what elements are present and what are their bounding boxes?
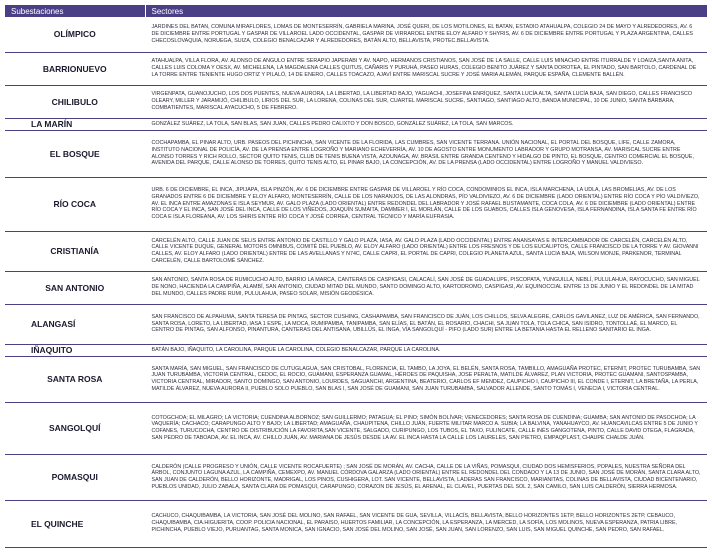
table-header-row (5, 5, 707, 17)
substation-name: POMASQUI (5, 454, 145, 500)
substation-sectors: SAN FRANCISCO DE ALPAHUMA, SANTA TERESA DE PINTAG, SECTOR CUSHING, CASHAPAMBA, SAN FRANCISCO DE JUÁN, LOS CHILLOS, SELVA ALEGRE, CARLOS GAVILANEZ, LUZ DE AMÉRICA, SAN FERNANDO, SANTA ROSA, LORETO, LA LIBERTAD, IASA 1 ESPE, LA MOCA, RUMIPAMBA, TANIPAMBA, SAN ELÍAS, EL BATÁN, EL ROSARIO, CHACHI, SA JUAN TOLA, TOLA CHICA, SAN ISIDRO, TONTOLLAÉ, EL MARCO, EL CENTRO DE PINTAG, SAN ALFONSO, PINANTURA, CANTERAS DEL ANTISANA, UBILLÚS, EL INGA, VÍA SANGOLQUÍ - PIFO (LADO SUR) ENTRE LA BETANIA HASTA EL RELLENO SANITARIO EL INGA. (145, 304, 707, 344)
substation-sectors: VIRGENPATA, GUANOJUCHO, LOS DOS PUENTES, NUEVA AURORA, LA LIBERTAD, LA LIBERTAD BAJO, YAGUACHI, JOSEFINA ENRÍQUEZ, SANTA LUCÍA ALTA, SANTA LUCÍA BAJA, SAN DIEGO, CALLES FRANCISCO OLEARY, MILLER Y JARAMIJÓ, CHILIBULO, LIRIOS DEL SUR, LA LORENA, COLINAS DEL SUR, CUARTEL MARISCAL SUCRE, SANTIAGO, SANTIAGO ALTO, BANDA MUNICIPAL, 10 DE JUNIO, SANTA BÁRBARA, COMBATIENTES, MARISCAL AYACUCHO, 5 DE FEBRERO. (145, 85, 707, 118)
substation-name: SANGOLQUÍ (5, 402, 145, 454)
header-substation: Subestaciones (5, 5, 145, 17)
substation-sectors: CARCELÉN ALTO, CALLE JUAN DE SELIS ENTRE ANTONIO DE CASTILLO Y GALO PLAZA, IASA, AV. GALO PLAZA (LADO OCCIDENTAL) ENTRE ANANSAYAS E INTERCAMBIADOR DE CARCELÉN, CARCELÉN ALTO, CALLE VICENTE DUQUE, GENERAL MOTORS OMNIBUS, COMITÉ DEL PUEBLO, AV. ELOY ALFARO (LADO ORIENTAL) ENTRE LOS FRESNOS Y DE LOS EUCALIPTOS, CALLE FRANCISCO DE LA TORRE Y AV. GIOVANNI CALLES, AV. ELOY ALFARO (LADO ORIENTAL) ENTRE DE LAS AVELLANAS Y N74C, CALLE CAPRI, EL PORTAL DE CAPRI, COLEGIO PLANETA AZUL, SANTA LUCIA BAJA, WILSON MONJE, PARKENOR, TERMINAL CARCELÉN, CALLE BARTOLOMÉ SÁNCHEZ. (145, 231, 707, 271)
table-row (5, 500, 707, 547)
substation-sectors: SAN ANTONIO, SANTA ROSA DE RUMICUCHO ALTO, BARRIO LA MARCA, CANTERAS DE CASPIGASI, CALACALÍ, SAN JOSÉ DE GUADALUPE, PISCOPATA, YUNGUILLA, NEBLÍ, PULULAHUA, RAYOCUCHO, SAN MIGUEL DE NONO, HACIENDA LA CAMPIÑA, ALAMBÍ, SAN ANTONIO, CIUDAD MITAD DEL MUNDO, SANTO DOMINGO ALTO, KARTODROMO, CASPIGASI, AV. EQUINOCCIAL ENTRE 13 DE JUNIO Y EL REDONDEL DE LA MITAD DEL MUNDO, CALLES PADRE RUMI, PULULAHUA, PASEO SOLAR, MISIÓN GEODÉSICA. (145, 271, 707, 304)
substation-sectors: ATAHUALPA, VILLA FLORA, AV. ALONSO DE ANGULO ENTRE SERAPIO JAPERABI Y AV. NAPO, HERMANOS CRISTIANOS, SAN JOSÉ DE LA SALLE, CALLE LUIS MINACHO ENTRE ITURRALDE Y LOAIZA,SANTA ANITA, CALLES LUIS COLOMA Y OESX, AV. MICHELENA, LA MAGDALENA CALLES QUITUS, CAÑARIS Y PURUHÁ, PASEO HURAS, COLEGIO BENITO JUÁREZ Y SANTA DOROTEA, EL PINTADO, SAN BARTOLO, CARDENAL DE LA TORRE ENTRE TENIENTE HUGO ORTIZ Y PILALÓ, 14 DE ENERO, CALLES TOACAZO, AJAVÍ ENTRE MARISCAL SUCRE Y JOSÉ MARIA ALEMÁN, PARQUE ESPAÑA, CLEMENTE BALLÉN. (145, 52, 707, 85)
substation-sectors: CACHUCO, CHAQUIBAMBA, LA VICTORIA, SAN JOSÉ DEL MOLINO, SAN RAFAEL, SAN VICENTE DE GUA, SEVILLA, VILLACÍS, BELLAVISTA, BELLO HORIZONTES 1ETP, BELLO HORIZONTES 2ETP, CEBAUCO, CHAQUIBAMBA, CIA.HIGUERITA, COOP. POLICIA NACIONAL, EL PARAISO, HUERTOS FAMILIAR, LA CONCEPCIÓN, LA ESPERANZA, LA MERCED, LA SOFÍA, LOS MOLINOS, NUEVA ESPERANZA, PATRIA LIBRE, PICHINCHA, PUEBLO VIEJO, PURUANTAG, SANTA MONICA, SAN IGNACIO, SAN JOSÉ DEL MOLINO, SAN JOSÉ, SAN JUAN, SAN LORENZO, SAN LUIS, SAN MIGUEL QUINCHE, SAN PEDRO, SAN RAFAEL. (145, 500, 707, 547)
substation-name: OLÍMPICO (5, 17, 145, 52)
table-row (5, 130, 707, 177)
substation-sectors: COTOGCHOA; EL MILAGRO; LA VICTORIA; CUENDINA ALBORNOZ; SAN GUILLERMO; PATAGUA; EL PINO; SIMÓN BOLÍVAR; VENECEDORES; SANTA ROSA DE CUENDINA; GUAMBA; SAN ANTONIO DE PASOCHOA; LA VAQUERÍA; CACHACO; CARAPUNGO ALTO Y BAJO; LA LIBERTAD; AMAGUAÑA, CHAUPITENA, CHILLO JUÁN, FUERTE MILITAR MARCO A. SUBIA; LA BALVINA, YANAHUAYCO, AV. HUANCAVILCAS ENTRE 5 DE JUNIO Y COFANES, TURUCOCHA, CENTRO DE DISTRIBUCIÓN LA FAVORITA,SAN VICENTE, SALGADO, CURIPUNGO, LOS TUBOS, EL TAXO, FULINCATE, CALLE INÉS GANGOTENA, PINTO, CALLE DAVID OTEGA, FLAGRADA, SAN PEDRO DE TABOADA, AV. EL INCA, AV. CHILLO JUÁN, AV. MARIANA DE JESÚS DESDE LA AV. EL INCA HASTA LA CALLE LOS LAURELES, SAN PIETRO, EMPAQPLAST, CHAUPE CHALDE JUÁN. (145, 402, 707, 454)
substation-name: IÑAQUITO (5, 344, 145, 356)
substation-name: CHILIBULO (5, 85, 145, 118)
substation-sectors: SANTA MARÍA, SAN MIGUEL, SAN FRANCISCO DE CUTUGLAGUA, SAN CRISTOBAL, FLORENCIA, EL TAMBO, LA JOYA, EL BELÉN, SANTA ROSA, TAMBILLO, AMAGUAÑA PROTEC, ETERNIT, PROTEC TURUBAMBA, SAN JUAN TURUBAMBA, VICTORIA CENTRAL, CEDOC, EL ROCIO, GUAMANI, ESPERANZA GUAMAL, HÉROES DE PAQUISHA, JOSE PERALTA, MATILDE ÁLVAREZ, PLAN VICTORIA, PROTEC GUAMANI, SANTOSPAMBA, VICTORIA CENTRAL, MIRADOR, SANTO DOMINGO, SAN ANTONIO, LOURDES, SAGUANCHI, ARGENTINA, BEATERIO, CARLOS EF MENDEZ, CAUPICHO I, CAUPICHO III, EL CONDE I, ETERNIT, LA BRETAÑA, LA PERLA, MATILDE ÁLVAREZ, NUEVA AURORA II, PUEBLO SOLO PUEBLO, SAN BLAS I, SAN JOSÉ DE GUAMANI, SAN JUAN TURUBAMBA, SALVADOR ALLENDE, SANTO TOMÁS I, VENECIA I, VICTORIA CENTRAL. (145, 356, 707, 402)
table-row (5, 454, 707, 500)
substation-sectors: URB. 6 DE DICIEMBRE, EL INCA, JIPIJAPA, ISLA PINZÓN, AV. 6 DE DICIEMBRE ENTRE GASPAR DE VILLAROEL Y RÍO COCA, CONDOMINIOS EL INCA, ISLA MARCHENA, LA UDLA, LAS BROMELIAS, AV. DE LOS GRANADOS ENTRE 6 DE DICIEMBRE Y ELOY ALFARO, MONTESERRÍN, CALLE DE LOS NARANJOS, DE LAS ALONDRAS, PÍO VALDIVIEZO, AV. 6 DE DICIEMBRE (LADO ORIENTAL) ENTRE RÍO COCA Y PÍO VALDIVIEZO, AV. EL INCA ENTRE AMAZONAS E ISLA SEYMUR, AV. GALO PLAZA (LADO ORIENTAL) ENTRE REDONDEL DEL LABRADOR Y JOSÉ RAFAEL BUSTAMANTE, COCA COLA, AV. 6 DE DICIEMBRE (LADO ORIENTAL) ENTRE RÍO COCA Y EL INCA, SAN JOSÉ DEL INCA, CALLE DE LOS VIÑEDOS, JOAQUÍN SUMAITA, DAMMER I, EL MORLÁN, CALLE DE LOS GUABOS, CALLES ISLA GENOVESA, ISLA FERNANDINA, ISLA SANTA FE ENTRE RÍO COCA E ISLA FLOREANA, AV. LOS SHIRIS ENTRE RÍO COCA Y JOSÉ CORREA, CENTRAL TÉCNICO Y MARÍA EUFRASIA. (145, 177, 707, 231)
substation-name: RÍO COCA (5, 177, 145, 231)
substation-name: BARRIONUEVO (5, 52, 145, 85)
substation-name: SAN ANTONIO (5, 271, 145, 304)
table-row (5, 17, 707, 52)
substation-name: ALANGASÍ (5, 304, 145, 344)
header-sectors: Sectores (145, 5, 707, 17)
substation-name: EL BOSQUE (5, 130, 145, 177)
table-row (5, 231, 707, 271)
table-row (5, 402, 707, 454)
substation-sectors: CALDERÓN (CALLE PROGRESO Y UNIÓN, CALLE VICENTE ROCAFUERTE) ; SAN JOSÉ DE MORÁN, AV. CACHA, CALLE DE LA VIÑAS, POMASQUI, CIUDAD DOS HEMISFERIOS, POPALES, NUESTRA SEÑORA DEL ÁRBOL, CONJUNTO LAGUNA AZUL, LA CAMPIÑA, CEMEXPO, AV. MANUEL CÓRDOVA GALARZA (LADO ORIENTAL) ENTRE EL REDONDEL DEL CONDADO Y LA 13 DE JUNIO, SAN JOSÉ DE MORÁN, SANTA CLARA ALTO, SAN JUAN DE CALDERÓN, BELLO HORIZONTE, MADRIGAL, LOS PINOS, CUSHIGERA, LOT. SAN VICENTE, BELLAVISTA, LADERAS SAN FRANCISCO, MARIANITAS, COLINAS DE BELLAVISTA, CIUDAD BICENTENARIO, PUEBLOS UNIDAD, JULIO ZABALA, SANTA CLARA DE POMASQUI, CARAPUNGO, CORAZON DE JESÚS, EL ARENAL, EL CLAVEL, PUERTAS DEL SOL 2, SAN CAMILO, SAN LUIS CALDERÓN, SIERRA HERMOSA. (145, 454, 707, 500)
substation-sectors: BATÁN BAJO, IÑAQUITO, LA CAROLINA, PARQUE LA CAROLINA, COLEGIO BENALCAZAR, PARQUE LA CAROLINA. (145, 344, 707, 356)
substation-name: LA MARÍN (5, 118, 145, 130)
table-row (5, 356, 707, 402)
substation-sectors: GONZÁLEZ SUÁREZ, LA TOLA, SAN BLAS, SAN JUAN, CALLES PEDRO CALIXTO Y DON BOSCO, GONZÁLEZ SUÁREZ, LA TOLA, SAN MARCOS. (145, 118, 707, 130)
table-row (5, 344, 707, 356)
substation-name: SANTA ROSA (5, 356, 145, 402)
table-row (5, 118, 707, 130)
table-row (5, 85, 707, 118)
substation-sectors: JARDINES DEL BATAN, COMUNA MIRAFLORES, LOMAS DE MONTESERRÍN, GABRIELA MARINA, JOSÉ QUERI, DE LOS MOTILONES, EL BATAN, ESTADIO ATAHUALPA, COLEGIO 24 DE MAYO Y ALREDEDORES, AV. 6 DE DICIEMBRE ENTRE PORTUGAL Y GASPAR DE VILLAROEL LADO OCCIDENTAL, GASPAR DE VIRRAROEL ENTRE ELOY ALFARO Y SHYRIS, AV. 6 DE DICIEMBRE ENTRE PORTUGAL Y PLAZA ARGENTINA, CALLES CHECOSLOVAQUIA, NORUEGA, SUIZA, COLEGIO BENALCAZAR Y ALREDEDORES, BATÁN ALTO, BELLAVISTA, PROTEC.BELLAVISTA. (145, 17, 707, 52)
substations-table (5, 5, 707, 548)
substation-name: CRISTIANÍA (5, 231, 145, 271)
table-row (5, 304, 707, 344)
substation-sectors: COCHAPAMBA, EL PINAR ALTO, URB. PASEOS DEL PICHINCHA, SAN VICENTE DE LA FLORIDA, LAS CUMBRES, SAN VICENTE TERRANA. UNIÓN NACIONAL, EL PORTAL DEL BOSQUE, LIFE, CALLE ZAMORA, INSTITUTO NACIONAL DE POLICÍA, AV. DE LA PRENSA ENTRE LOGROÑO Y MARIANO ECHEVERRÍA, AV. 10 DE AGOSTO ENTRE MONUMENTO LABRADOR Y GRUPO MOTRANSA, AV. MARISCAL SUCRE ENTRE ALONSO TORRES Y RICH ROLLO, SECTOR QUITO TENIS, CLUB DE TENIS BUENA VISTA, AZOUNAGA, AV. BRASIL ENTRE GRANDA CENTENO Y HIDALGO DE PINTO, EL BOSQUE, CENTRO COMERCIAL EL BOSQUE, AVENIDA DEL PARQUE, CALLE ALONSO DE TORRES, QUITO TENIS ALTO, EL PINAR BAJO, LA CONCEPCIÓN, AV. DE LA PRENSA (LADO OCCIDENTAL) ENTRE LOGROÑO Y MANUEL VALDIVIESO. (145, 130, 707, 177)
substation-name: EL QUINCHE (5, 500, 145, 547)
table-row (5, 271, 707, 304)
table-row (5, 177, 707, 231)
table-row (5, 52, 707, 85)
